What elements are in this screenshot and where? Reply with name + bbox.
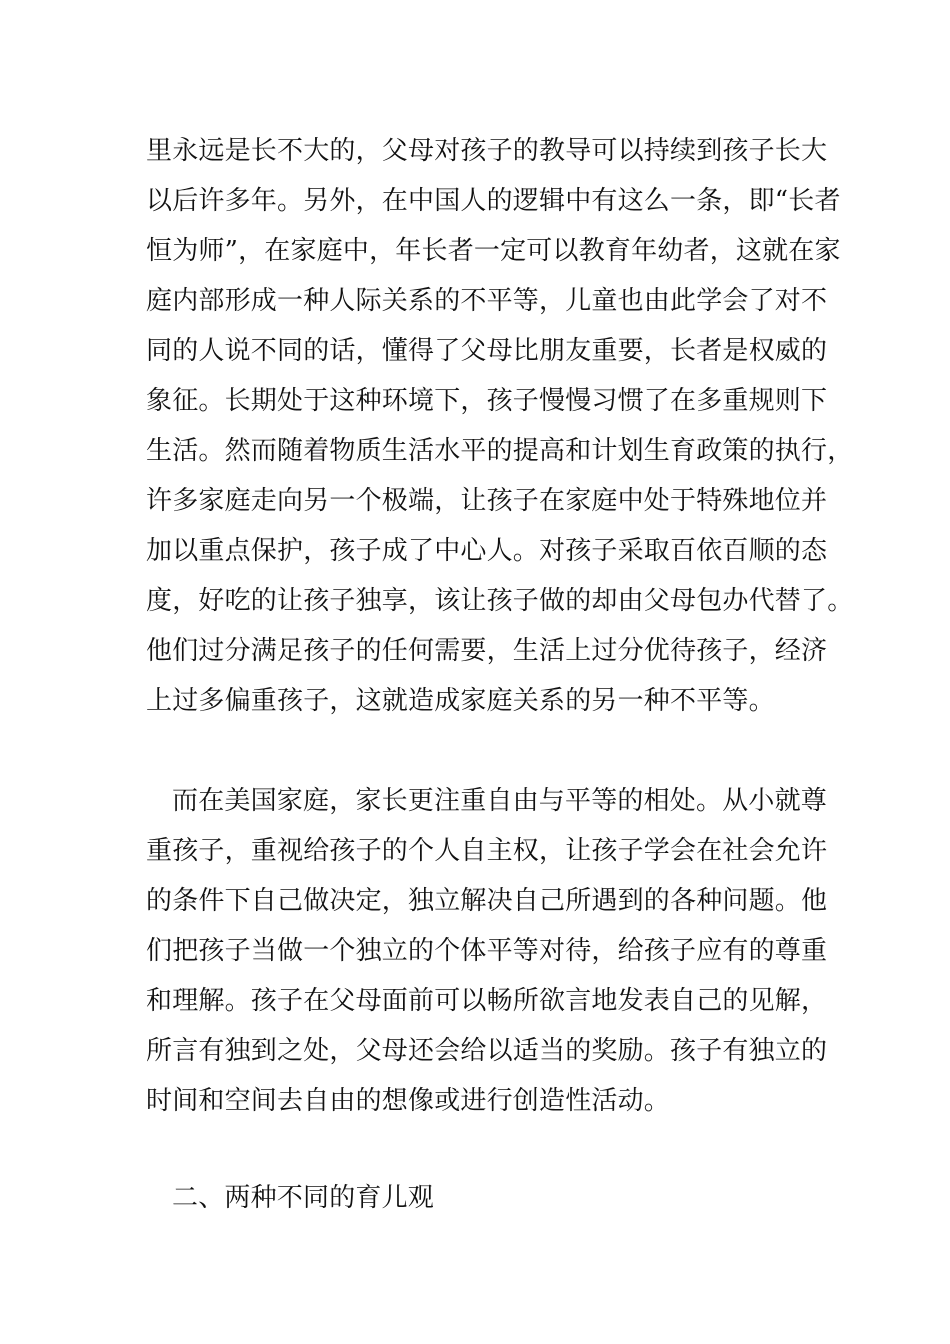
paragraph-line: 以后许多年。另外，在中国人的逻辑中有这么一条，即“长者 xyxy=(146,186,841,216)
paragraph-line: 加以重点保护，孩子成了中心人。对孩子采取百依百顺的态 xyxy=(146,536,828,566)
paragraph-line: 们把孩子当做一个独立的个体平等对待，给孩子应有的尊重 xyxy=(146,936,828,966)
paragraph-line: 上过多偏重孩子，这就造成家庭关系的另一种不平等。 xyxy=(146,686,775,716)
paragraph-line: 里永远是长不大的，父母对孩子的教导可以持续到孩子长大 xyxy=(146,136,828,166)
paragraph-line: 而在美国家庭，家长更注重自由与平等的相处。从小就尊 xyxy=(172,786,828,816)
paragraph-line: 的条件下自己做决定，独立解决自己所遇到的各种问题。他 xyxy=(146,886,828,916)
paragraph-line: 所言有独到之处，父母还会给以适当的奖励。孩子有独立的 xyxy=(146,1036,828,1066)
paragraph-line: 他们过分满足孩子的任何需要，生活上过分优待孩子，经济 xyxy=(146,636,828,666)
paragraph-line: 时间和空间去自由的想像或进行创造性活动。 xyxy=(146,1086,671,1116)
paragraph-line: 庭内部形成一种人际关系的不平等，儿童也由此学会了对不 xyxy=(146,286,828,316)
paragraph-line: 象征。长期处于这种环境下，孩子慢慢习惯了在多重规则下 xyxy=(146,386,828,416)
paragraph-line: 和理解。孩子在父母面前可以畅所欲言地发表自己的见解， xyxy=(146,986,828,1016)
paragraph-line: 恒为师”，在家庭中，年长者一定可以教育年幼者，这就在家 xyxy=(146,236,841,266)
paragraph-line: 度，好吃的让孩子独享，该让孩子做的却由父母包办代替了。 xyxy=(146,586,854,616)
paragraph-line: 重孩子，重视给孩子的个人自主权，让孩子学会在社会允许 xyxy=(146,836,828,866)
paragraph-line: 生活。然而随着物质生活水平的提高和计划生育政策的执行， xyxy=(146,436,854,466)
paragraph-line: 许多家庭走向另一个极端，让孩子在家庭中处于特殊地位并 xyxy=(146,486,828,516)
section-heading: 二、两种不同的育儿观 xyxy=(172,1183,435,1213)
paragraph-line: 同的人说不同的话，懂得了父母比朋友重要，长者是权威的 xyxy=(146,336,828,366)
